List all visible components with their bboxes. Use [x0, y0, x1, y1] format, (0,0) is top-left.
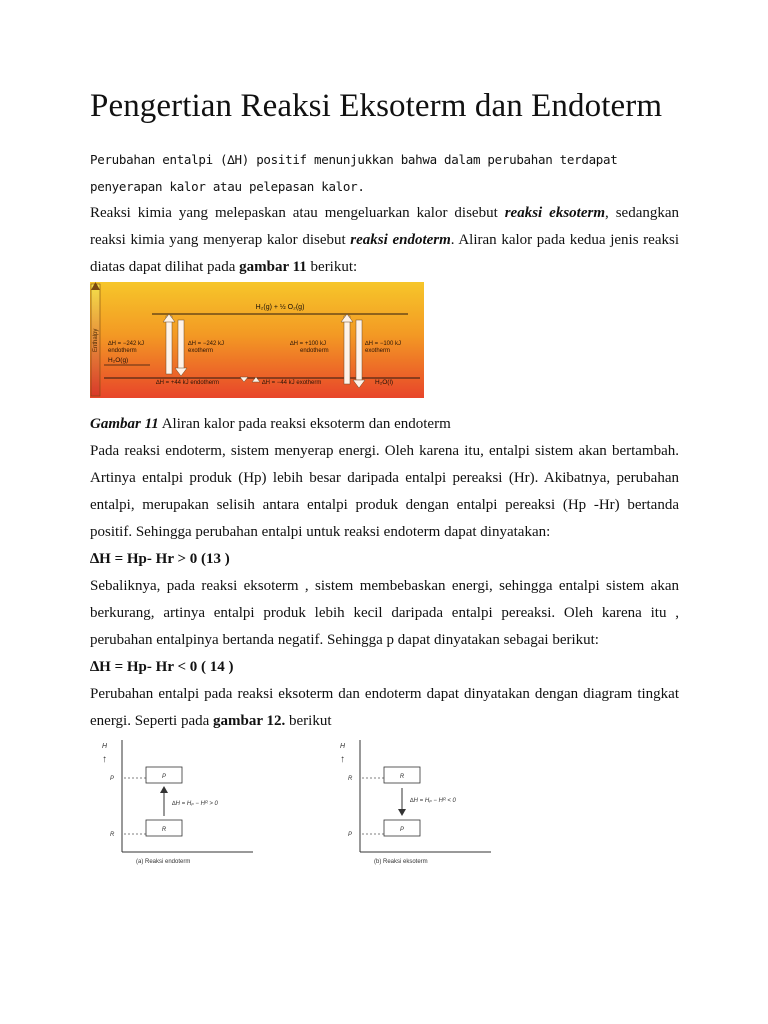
dh-label-4: exotherm	[188, 348, 214, 354]
formula-14: ∆H = Hp- Hr < 0 ( 14 )	[90, 659, 234, 675]
figure-12b-image	[336, 738, 496, 868]
paragraph-endotherm: Pada reaksi endoterm, sistem menyerap energi. Oleh karena itu, entalpi sistem akan bertambah. Artinya entalpi produk (Hp) lebih besar daripada entalpi pereaksi (Hr). Akibatnya, perubahan entalpi, merupakan selisih antara entalpi produk dengan entalpi pereaksi (Hp -Hr) bertanda positif. Sehingga perubahan entalpi untuk reaksi endoterm dapat dinyatakan:	[90, 443, 679, 540]
figure-12a-image	[98, 738, 258, 868]
level-box-bottom: R	[161, 827, 167, 833]
axis-h-label: H	[102, 743, 108, 750]
top-label: H₂(g) + ½ O₂(g)	[255, 304, 305, 311]
axis-h-label: H	[340, 743, 346, 750]
figure-11-image	[90, 282, 424, 398]
dh-label-1: ∆H = −242 kJ	[108, 341, 145, 347]
paragraph-diagram-intro	[90, 681, 679, 735]
caption-text: Aliran kalor pada reaksi eksoterm dan endoterm	[158, 416, 451, 432]
left-level-bottom: P	[348, 832, 353, 838]
h2o-g-label: H₂O(g)	[108, 357, 129, 364]
dh-label-3: ∆H = −242 kJ	[188, 341, 225, 347]
paragraph-intro: Perubahan entalpi (∆H) positif menunjukkan bahwa dalam perubahan terdapat penyerapan kalor atau pelepasan kalor.	[90, 152, 618, 194]
text-run: berikut:	[306, 259, 358, 275]
text-run: Perubahan entalpi pada reaksi eksoterm dan endoterm dapat dinyatakan dengan diagram tingkat energi. Seperti pada	[90, 686, 679, 729]
figure-11-enthalpy-flow	[90, 282, 424, 398]
figure-12b-exotherm	[336, 738, 496, 868]
level-box-bottom: P	[399, 827, 405, 833]
figure-11-caption	[90, 411, 679, 438]
left-level-top: P	[110, 776, 115, 782]
term-exotherm: reaksi eksoterm	[504, 205, 605, 221]
left-level-bottom: R	[110, 832, 115, 838]
figure-ref-11: gambar 11	[239, 259, 307, 275]
delta-h-label: ∆H = Hₚ − Hᴿ < 0	[410, 798, 456, 804]
level-box-top: R	[399, 774, 405, 780]
dh-label-5: ∆H = +100 kJ	[290, 341, 327, 347]
page-title: Pengertian Reaksi Eksoterm dan Endoterm	[90, 88, 663, 124]
dh-label-8: exotherm	[365, 348, 391, 354]
dh-bottom-right: ∆H = −44 kJ exotherm	[262, 380, 322, 386]
axis-label: Enthalpy	[93, 328, 99, 352]
caption-label: Gambar 11	[90, 416, 159, 432]
text-run: . Aliran kalor pada kedua jenis reaksi diatas dapat dilihat pada	[90, 232, 679, 275]
up-arrow-glyph: ↑	[340, 754, 345, 765]
left-level-top: R	[348, 776, 353, 782]
figure-ref-12: gambar 12.	[213, 713, 286, 729]
dh-label-6: endotherm	[300, 348, 329, 354]
paragraph-exotherm: Sebaliknya, pada reaksi eksoterm , sistem membebaskan energi, sehingga entalpi sistem akan berkurang, artinya entalpi produk lebih kecil daripada entalpi pereaksi. Oleh karena itu , perubahan entalpinya bertanda negatif. Sehingga p dapat dinyatakan sebagai berikut:	[90, 578, 679, 648]
formula-13: ∆H = Hp- Hr > 0 (13 )	[90, 551, 230, 567]
h2o-l-label: H₂O(l)	[375, 379, 394, 386]
dh-label-2: endotherm	[108, 348, 137, 354]
dh-label-7: ∆H = −100 kJ	[365, 341, 402, 347]
delta-h-label: ∆H = Hₚ − Hᴿ > 0	[172, 801, 218, 807]
text-run: berikut	[285, 713, 332, 729]
caption-12a: (a) Reaksi endoterm	[136, 859, 191, 865]
text-run: , sedangkan reaksi kimia yang menyerap kalor disebut	[90, 205, 680, 248]
paragraph-definitions	[90, 200, 679, 281]
caption-12b: (b) Reaksi eksoterm	[374, 859, 428, 865]
up-arrow-glyph: ↑	[102, 754, 107, 765]
text-run: Reaksi kimia yang melepaskan atau mengeluarkan kalor disebut	[90, 205, 505, 221]
dh-bottom-left: ∆H = +44 kJ endotherm	[156, 380, 220, 386]
level-box-top: P	[161, 774, 167, 780]
term-endotherm: reaksi endoterm	[350, 232, 451, 248]
figure-12a-endotherm	[98, 738, 258, 868]
